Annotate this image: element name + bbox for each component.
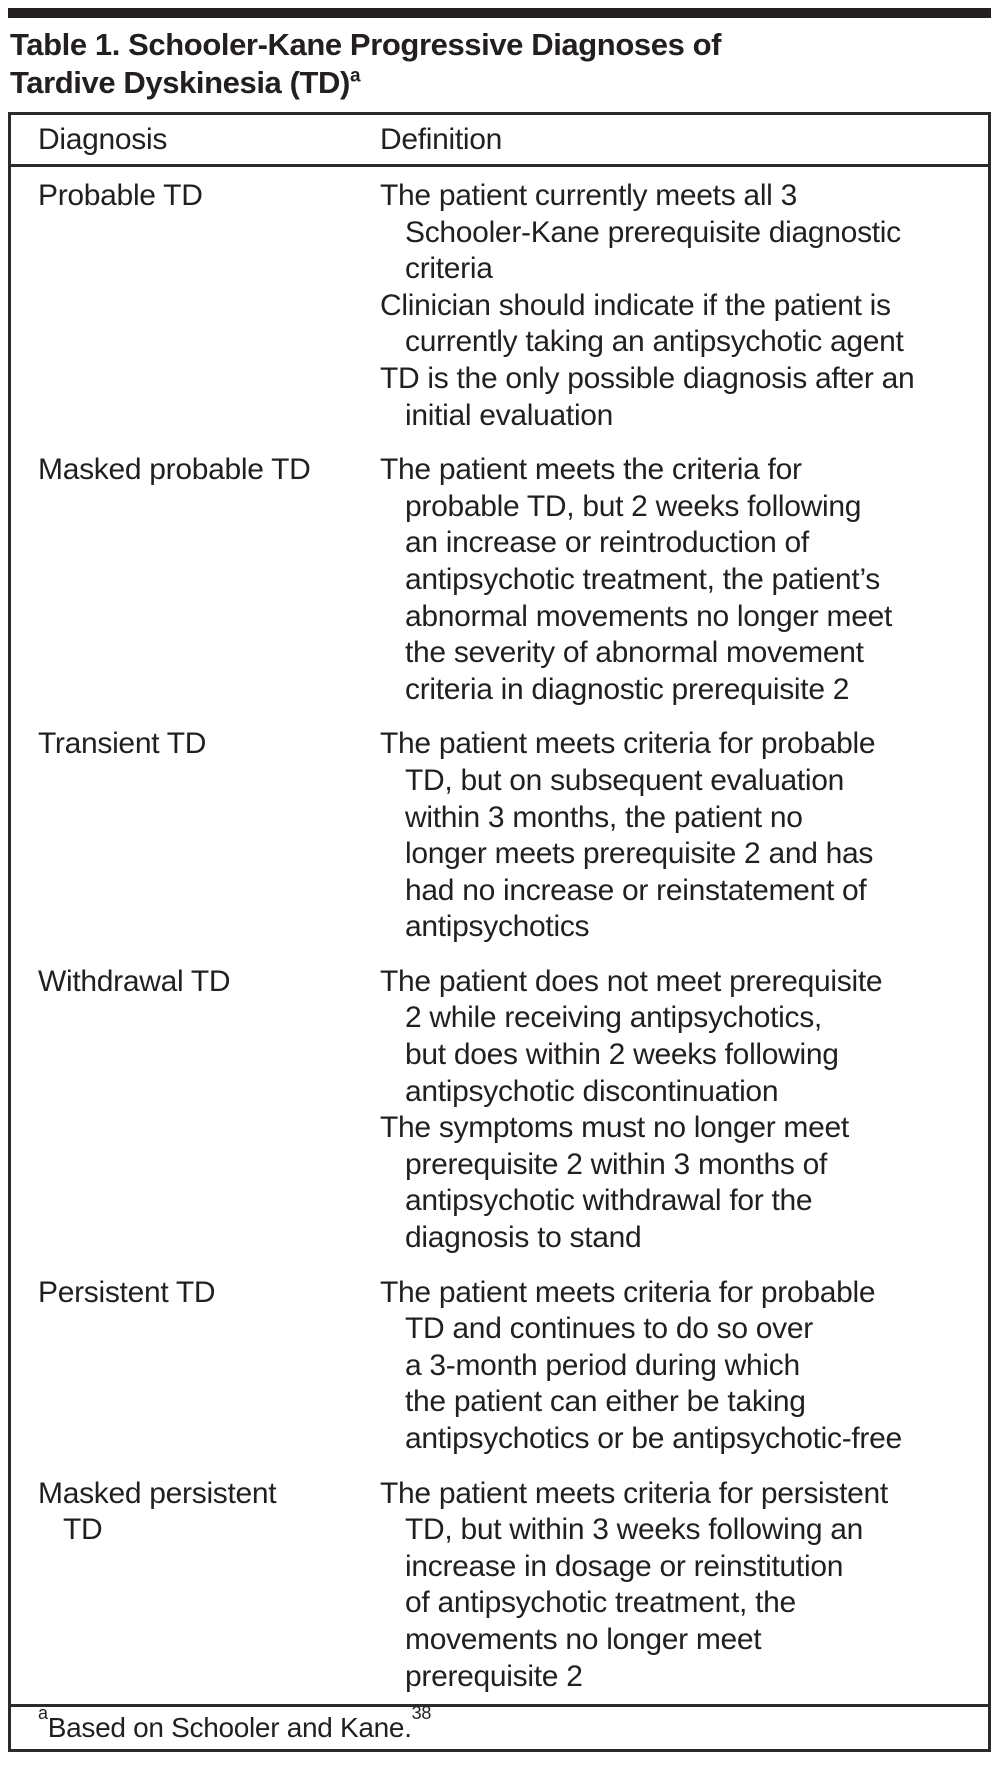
definition-paragraph <box>380 1275 970 1458</box>
table-row <box>11 1467 988 1705</box>
diagnosis-cell <box>11 1275 358 1458</box>
diagnosis-cell <box>11 1476 358 1696</box>
table-title-line2-text: Tardive Dyskinesia (TD) <box>10 65 350 100</box>
definition-line: 2 while receiving antipsychotics, <box>405 1001 822 1035</box>
footnote-reference-number: 38 <box>411 1702 432 1723</box>
definition-line: had no increase or reinstatement of <box>405 873 867 907</box>
definition-line: an increase or reintroduction of <box>405 526 809 560</box>
table-footnote <box>38 1702 432 1744</box>
column-header-definition: Definition <box>380 123 503 156</box>
definition-line: currently taking an antipsychotic agent <box>405 325 904 359</box>
definition-line: the severity of abnormal movement <box>405 636 864 670</box>
table-body <box>11 167 988 1704</box>
definition-line: The patient does not meet prerequisite <box>380 964 883 998</box>
diagnosis-line: Withdrawal TD <box>38 964 231 998</box>
diagnosis-cell <box>11 178 358 434</box>
table-title <box>10 26 970 102</box>
diagnosis-cell <box>11 452 358 708</box>
diagnosis-line: Masked probable TD <box>38 453 311 487</box>
definition-paragraph <box>380 726 970 946</box>
column-header-diagnosis: Diagnosis <box>38 123 168 156</box>
diagnosis-line: Probable TD <box>38 179 203 212</box>
definition-cell <box>358 178 988 434</box>
diagnosis-line: Persistent TD <box>38 1275 216 1309</box>
definition-line: increase in dosage or reinstitution <box>405 1549 844 1583</box>
diagnosis-line: Transient TD <box>38 727 207 761</box>
table-title-line1: Table 1. Schooler-Kane Progressive Diagnoses of <box>10 27 722 62</box>
definition-line: within 3 months, the patient no <box>405 800 803 834</box>
table-row <box>11 717 988 955</box>
definition-cell <box>358 726 988 946</box>
definition-paragraph <box>380 178 970 288</box>
definition-line: The patient meets criteria for persistent <box>380 1476 888 1510</box>
table-footnote-row <box>11 1704 988 1749</box>
definition-line: abnormal movements no longer meet <box>405 599 893 633</box>
definition-line: Clinician should indicate if the patient is <box>380 288 891 322</box>
diagnosis-line: Masked persistent <box>38 1476 277 1510</box>
definition-line: The symptoms must no longer meet <box>380 1111 849 1145</box>
definition-line: The patient meets criteria for probable <box>380 1275 876 1309</box>
definition-line: antipsychotic treatment, the patient’s <box>405 562 880 596</box>
definition-paragraph <box>380 964 970 1110</box>
definition-line: antipsychotics <box>405 910 590 944</box>
definition-paragraph <box>380 1476 970 1696</box>
diagnosis-cell <box>11 726 358 946</box>
definition-line: longer meets prerequisite 2 and has <box>405 837 874 871</box>
definition-cell <box>358 452 988 708</box>
definition-paragraph <box>380 1110 970 1256</box>
table-row <box>11 955 988 1266</box>
definition-cell <box>358 1476 988 1696</box>
table-row <box>11 443 988 717</box>
definition-line: antipsychotics or be antipsychotic-free <box>405 1422 902 1455</box>
definition-line: initial evaluation <box>405 398 614 432</box>
footnote-marker: a <box>38 1702 48 1723</box>
definition-line: TD, but within 3 weeks following an <box>405 1513 864 1547</box>
definition-paragraph <box>380 288 970 361</box>
definition-line: probable TD, but 2 weeks following <box>405 489 862 523</box>
definition-line: prerequisite 2 <box>405 1659 583 1693</box>
definition-line: TD is the only possible diagnosis after an <box>380 361 915 395</box>
diagnosis-line: TD <box>63 1513 103 1547</box>
table-header-row <box>11 115 988 167</box>
definition-line: movements no longer meet <box>405 1622 762 1656</box>
diagnosis-cell <box>11 964 358 1257</box>
definition-line: TD, but on subsequent evaluation <box>405 763 845 797</box>
definition-line: a 3-month period during which <box>405 1348 800 1382</box>
diagnoses-table <box>8 112 991 1752</box>
definition-line: diagnosis to stand <box>405 1221 642 1255</box>
definition-line: of antipsychotic treatment, the <box>405 1586 796 1620</box>
definition-line: prerequisite 2 within 3 months of <box>405 1147 827 1181</box>
definition-cell <box>358 964 988 1257</box>
definition-line: criteria <box>405 252 493 286</box>
definition-paragraph <box>380 452 970 708</box>
definition-line: The patient currently meets all 3 <box>380 179 797 212</box>
table-row <box>11 169 988 443</box>
definition-line: Schooler-Kane prerequisite diagnostic <box>405 215 901 249</box>
table-row <box>11 1266 988 1467</box>
definition-line: antipsychotic discontinuation <box>405 1074 779 1108</box>
definition-line: TD and continues to do so over <box>405 1312 813 1346</box>
definition-cell <box>358 1275 988 1458</box>
definition-line: criteria in diagnostic prerequisite 2 <box>405 672 850 706</box>
definition-line: the patient can either be taking <box>405 1385 806 1419</box>
definition-line: but does within 2 weeks following <box>405 1038 839 1072</box>
definition-line: The patient meets criteria for probable <box>380 727 876 761</box>
definition-line: The patient meets the criteria for <box>380 453 802 487</box>
footnote-text: Based on Schooler and Kane. <box>47 1712 412 1744</box>
table-title-footnote-marker: a <box>349 65 361 87</box>
top-rule-bar <box>8 8 991 18</box>
definition-line: antipsychotic withdrawal for the <box>405 1184 813 1218</box>
table-title-line2 <box>10 64 970 102</box>
definition-paragraph <box>380 361 970 434</box>
